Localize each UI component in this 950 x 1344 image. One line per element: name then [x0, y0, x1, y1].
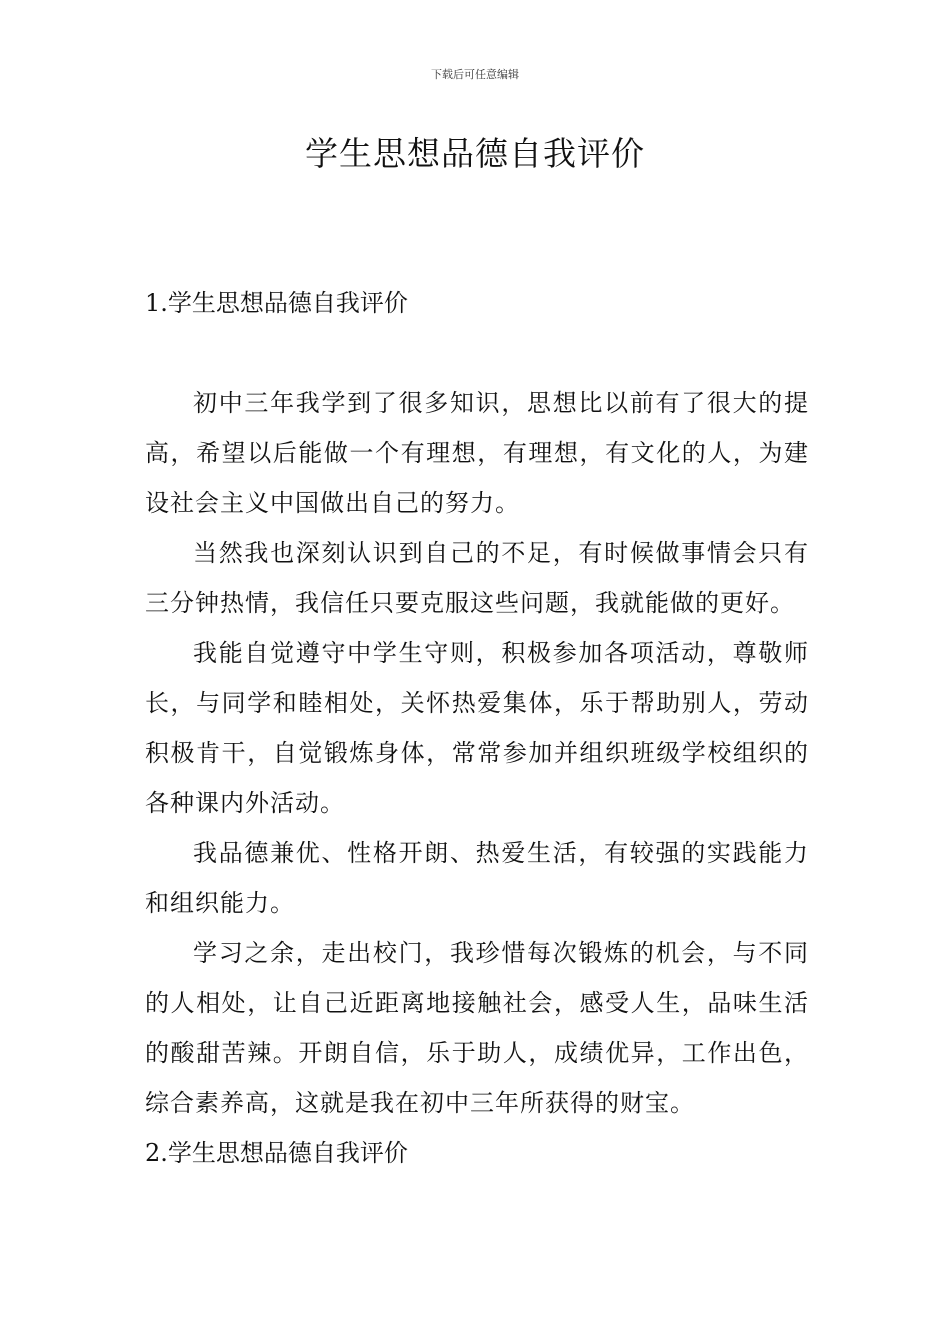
header-note: 下载后可任意编辑 — [431, 68, 519, 81]
paragraph: 初中三年我学到了很多知识，思想比以前有了很大的提高，希望以后能做一个有理想，有理想，有文化的人，为建设社会主义中国做出自己的努力。 — [145, 389, 809, 517]
document-body — [145, 278, 809, 1178]
paragraph: 学习之余，走出校门，我珍惜每次锻炼的机会，与不同的人相处，让自己近距离地接触社会，感受人生，品味生活的酸甜苦辣。开朗自信，乐于助人，成绩优异，工作出色，综合素养高，这就是我在初中三年所获得的财宝。 — [145, 939, 809, 1117]
section-heading-1: 1.学生思想品德自我评价 — [145, 289, 408, 317]
paragraph: 当然我也深刻认识到自己的不足，有时候做事情会只有三分钟热情，我信任只要克服这些问题，我就能做的更好。 — [145, 539, 809, 617]
paragraph: 我能自觉遵守中学生守则，积极参加各项活动，尊敬师长，与同学和睦相处，关怀热爱集体，乐于帮助别人，劳动积极肯干，自觉锻炼身体，常常参加并组织班级学校组织的各种课内外活动。 — [145, 639, 809, 817]
section-heading-2: 2.学生思想品德自我评价 — [145, 1139, 408, 1167]
paragraph: 我品德兼优、性格开朗、热爱生活，有较强的实践能力和组织能力。 — [145, 839, 809, 917]
document-title: 学生思想品德自我评价 — [305, 134, 645, 173]
